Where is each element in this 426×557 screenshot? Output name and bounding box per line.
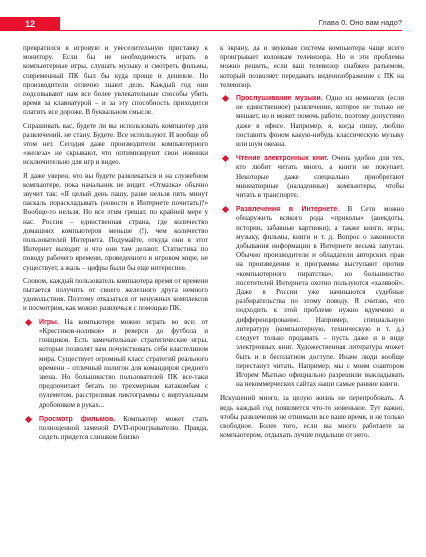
bullet-term: Игры. (39, 318, 59, 326)
bullet-diamond-icon (222, 206, 229, 213)
bullet-text (236, 94, 404, 149)
bullet-item-internet (220, 205, 404, 389)
header-rule (60, 30, 402, 31)
page-number: 12 (0, 17, 60, 31)
bullet-term: Прослушивание музыки. (236, 95, 323, 103)
bullet-item-games (23, 318, 208, 410)
paragraph: Спрашивать вас, будете ли вы использовать компьютер для развлечений, не стану. Будете. Все используют. И вообще об этом нет. Сегодня даже производители компьютерного «железа» не скрывают, что оптимизируют свои новинки исключительно для игр и видео. (23, 121, 208, 167)
chapter-title: Глава 0. Оно вам надо? (318, 18, 402, 27)
bullet-term: Развлечения в Интернете. (236, 206, 340, 214)
bullet-text (39, 318, 208, 410)
bullet-body: Одно из немногих (если не единственное) развлечение, которое не только не мешает, но и может помочь работе, поэтому допустимо даже в офисе. Например, я, когда пишу, люблю поставить фоном какую-нибудь классическую музыку или шум океана. (236, 94, 404, 149)
bullet-item-ebooks (220, 154, 404, 200)
bullet-item-music (220, 94, 404, 149)
bullet-term: Просмотр фильмов. (39, 415, 116, 423)
bullet-diamond-icon (25, 416, 32, 423)
bullet-diamond-icon (222, 95, 229, 102)
bullet-text (236, 154, 404, 200)
paragraph: Я даже уверен, что вы будете развлекаться и на служебном компьютере, пока начальник не видит. «Отмазка» обычно звучит так: «Я целый день пашу, разве нельзя пять минут паскаль пораскладывать (новости в Интернете почитать)?» Вообще-то нельзя. Но все этим грешат, по крайней мере у нас. Россия – единственная страна, где количество домашних компьютеров меньше (!), чем количество пользователей Интернета. Подумайте, откуда они в этот Интернет выходят и что они там делают. Статистика по поводу рабочего времени, проведенного в игровом мире, не существует, а жаль – цифры были бы еще интереснее. (23, 171, 208, 272)
bullet-text (236, 205, 404, 389)
paragraph: превратился в игровую и увеселительную приставку к монитору. Если бы не необходимость играть в компьютерные игры, слушать музыку и смотреть фильмы, современный ПК был бы куда проще и дешевле. Но производители отлично знают дело. Каждый год они подсовывают нам все более увлекательные способы убить время за клавиатурой – и за эту способность приходится платить все дороже. В буквальном смысле. (23, 44, 208, 117)
bullet-body: На компьютере можно играть во все: от «Крестиков-ноликов» и реверси до футбола и гонщиков. Есть замечательные стратегические игры, которые позволят вам почувствовать себя властелином мира. Существует огромный класс стратегий реального времени – отличный полигон для командиров среднего звена. Но большинство пользователей ПК все-таки предпочитает бегать по трехмерным катакомбам с пулеметом, расстреливая пиктограммы с виртуальным дробовиком в руках... (39, 317, 208, 409)
bullet-item-movies (23, 415, 208, 443)
bullet-body: В Сети можно обнаружить всякого рода «приколы» (анекдоты, истории, забавные картинки), а также книги, игры, музыку, фильмы, книги и т. д. Вопрос о законности добывания информации в Интернете весьма запутан. Обычно производители и обладатели авторских прав на произведения и программы выступают против «компьютерного пиратства», но большинство посетителей Интернета охотно пользуются «халявой». Даже в России уже начинаются судебные разбирательства по этому поводу. Я считаю, что подходить к этой проблеме нужно вдумчиво и дифференцированно. Например, специальную литературу (компьютерную, техническую и т. д.) следует только продавать – пусть даже и в виде электронных книг. Художественная литература может быть и в бесплатном доступе. Иначе люди вообще перестанут читать. Например, мы с моим соавтором Игорем Мытько официально разрешили выкладывать на некоммерческих сайтах наши самые ранние книги. (236, 205, 404, 389)
paragraph: Словом, каждый пользователь компьютера время от времени пытается получить от своего железного друга немного удовольствия. Поэтому отказаться от ненужных комплексов и посмотрим, как можно развлечься с помощью ПК. (23, 276, 208, 313)
right-column (220, 44, 404, 444)
page-header (0, 0, 426, 34)
bullet-body: Компьютер может стать полноценной заменой DVD-проигрывателю. Правда, сидеть придется слишком близко (39, 414, 208, 442)
left-column (23, 44, 208, 447)
paragraph: Искушений много, за целую жизнь не перепробовать. А ведь каждый год появляется что-то новенькое. Тут важно, чтобы развлечения не отнимали все ваше время, и не только свободное. Более того, если вы много работаете за компьютером, отдыхать лучше подальше от него. (220, 394, 404, 440)
bullet-diamond-icon (25, 319, 32, 326)
bullet-text (39, 415, 208, 443)
bullet-term: Чтение электронных книг. (236, 155, 329, 163)
bullet-diamond-icon (222, 155, 229, 162)
bullet-body: Очень удобно для тех, кто любит читать много, а книги не покупает. Некоторые даже специально приобретают миниатюрные (наладонные) компьютеры, чтобы читать в транспорте. (236, 154, 404, 200)
paragraph: к экрану, да и звуковая система компьютера чаще всего проигрывает колонкам телевизора. Но и эти проблемы можно решить, если ваш телевизор снабжен разъемом, который позволяет передавать видеоизображение с ПК на телевизор. (220, 44, 404, 89)
